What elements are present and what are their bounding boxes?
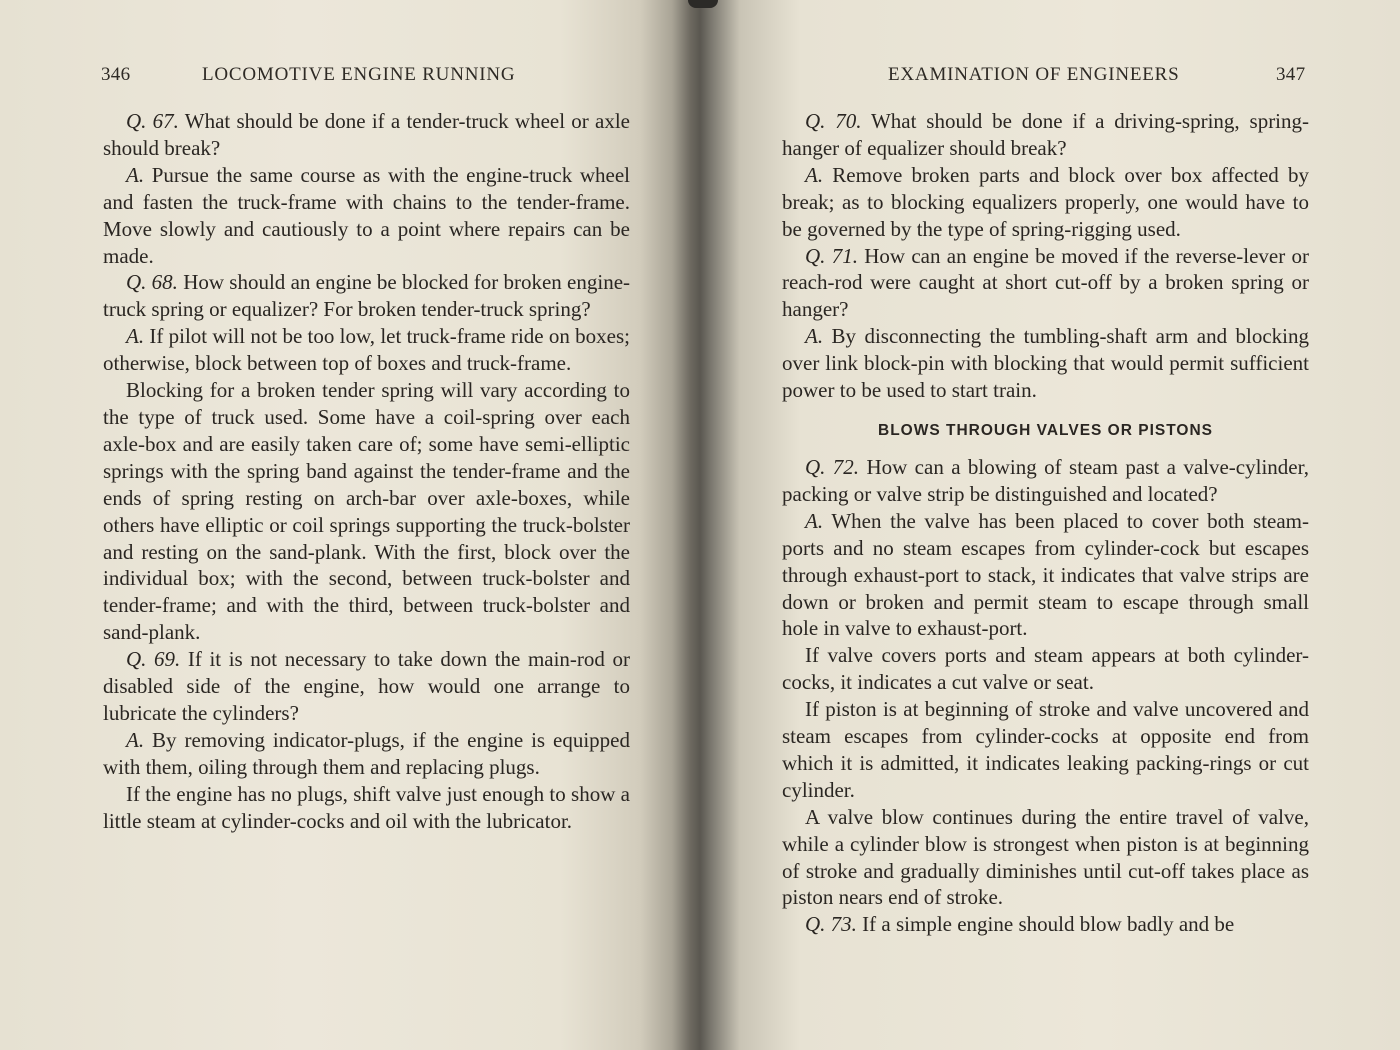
question-label: Q. 71.: [805, 243, 858, 268]
question-label: Q. 72.: [805, 454, 860, 479]
paragraph-text: How can an engine be moved if the reverse-lever or reach-rod were caught at short cut-off by a broken spring or hanger?: [782, 243, 1310, 322]
answer-label: A.: [805, 508, 824, 533]
left-body-text: [103, 108, 630, 834]
paragraph: [782, 162, 1309, 243]
paragraph-text: If valve covers ports and steam appears at both cylinder-cocks, it indicates a cut valve or seat.: [782, 643, 1309, 695]
question-label: Q. 69.: [126, 647, 181, 672]
paragraph: [103, 646, 630, 727]
paragraph-text: If it is not necessary to take down the main-rod or disabled side of the engine, how would one arrange to lubricate the cylinders?: [103, 647, 631, 725]
paragraph: [103, 781, 630, 835]
paragraph-text: If piston is at beginning of stroke and valve uncovered and steam escapes from cylinder-cocks at opposite end from which it is admitted, it indicates leaking packing-rings or cut cylinder.: [782, 697, 1309, 802]
right-page-number: 347: [1276, 64, 1306, 85]
section-heading: BLOWS THROUGH VALVES OR PISTONS: [878, 421, 1213, 439]
right-page: [710, 0, 1400, 1050]
paragraph-text: By disconnecting the tumbling-shaft arm and blocking over link block-pin with blocking that would permit sufficient power to be used to start train.: [782, 324, 1309, 403]
paragraph-text: If a simple engine should blow badly and be: [862, 912, 1235, 937]
paragraph: [782, 508, 1309, 643]
paragraph: [782, 454, 1309, 508]
answer-label: A.: [805, 324, 824, 349]
paragraph: [103, 269, 630, 323]
paragraph: [103, 727, 630, 781]
answer-label: A.: [805, 162, 824, 187]
question-label: Q. 73.: [805, 912, 857, 937]
question-label: Q. 67.: [126, 109, 179, 133]
paragraph: [782, 243, 1309, 324]
paragraph: [103, 108, 630, 162]
paragraph: [782, 108, 1309, 162]
question-label: Q. 68.: [126, 270, 178, 295]
paragraph: [103, 162, 630, 270]
paragraph: [103, 377, 630, 646]
paragraph-text: What should be done if a tender-truck wheel or axle should break?: [103, 109, 630, 160]
answer-label: A.: [126, 324, 145, 349]
answer-label: A.: [126, 162, 145, 187]
question-label: Q. 70.: [805, 109, 862, 133]
paragraph: [782, 911, 1309, 938]
paragraph-text: By removing indicator-plugs, if the engine is equipped with them, oiling through them and replacing plugs.: [103, 727, 631, 779]
answer-label: A.: [126, 727, 145, 752]
paragraph-text: A valve blow continues during the entire travel of valve, while a cylinder blow is strongest when piston is at beginning of stroke and gradually diminishes until cut-off takes place as piston nears end of stroke.: [782, 804, 1309, 910]
paragraph: [782, 696, 1309, 804]
paragraph-text: What should be done if a driving-spring, spring-hanger of equalizer should break?: [782, 109, 1310, 160]
paragraph-text: If pilot will not be too low, let truck-frame ride on boxes; otherwise, block between top of boxes and truck-frame.: [103, 324, 631, 376]
left-running-title: LOCOMOTIVE ENGINE RUNNING: [202, 64, 516, 85]
left-page: [0, 0, 690, 1050]
right-body-text: [782, 108, 1309, 938]
paragraph-text: How should an engine be blocked for broken engine-truck spring or equalizer? For broken tender-truck spring?: [103, 270, 631, 322]
paragraph-text: When the valve has been placed to cover both steam-ports and no steam escapes from cylinder-cock but escapes through exhaust-port to stack, it indicates that valve strips are down or broken and permit steam to escape through small hole in valve to exhaust-port.: [782, 508, 1310, 641]
paragraph-text: Pursue the same course as with the engine-truck wheel and fasten the truck-frame with chains to the tender-frame. Move slowly and cautiously to a point where repairs can be made.: [103, 162, 630, 268]
paragraph: [782, 804, 1309, 912]
paragraph-text: Remove broken parts and block over box affected by break; as to blocking equalizers properly, one would have to be governed by the type of spring-rigging used.: [782, 162, 1309, 241]
paragraph: [103, 323, 630, 377]
paragraph: [782, 323, 1309, 404]
paragraph-text: Blocking for a broken tender spring will vary according to the type of truck used. Some have a coil-spring over each axle-box and are easily taken care of; some have semi-elliptic springs with the spring band against the tender-frame and the ends of spring resting on arch-bar over axle-boxes, while others have elliptic or coil springs supporting the truck-bolster and resting on the sand-plank. With the first, block over the individual box; with the second, between truck-bolster and tender-frame; and with the third, between truck-bolster and sand-plank.: [103, 378, 630, 645]
left-page-number: 346: [101, 64, 131, 85]
paragraph: [782, 642, 1309, 696]
paragraph-text: How can a blowing of steam past a valve-cylinder, packing or valve strip be distinguished and located?: [782, 454, 1310, 506]
right-running-title: EXAMINATION OF ENGINEERS: [888, 64, 1180, 85]
paragraph-text: If the engine has no plugs, shift valve just enough to show a little steam at cylinder-cocks and oil with the lubricator.: [103, 781, 630, 833]
